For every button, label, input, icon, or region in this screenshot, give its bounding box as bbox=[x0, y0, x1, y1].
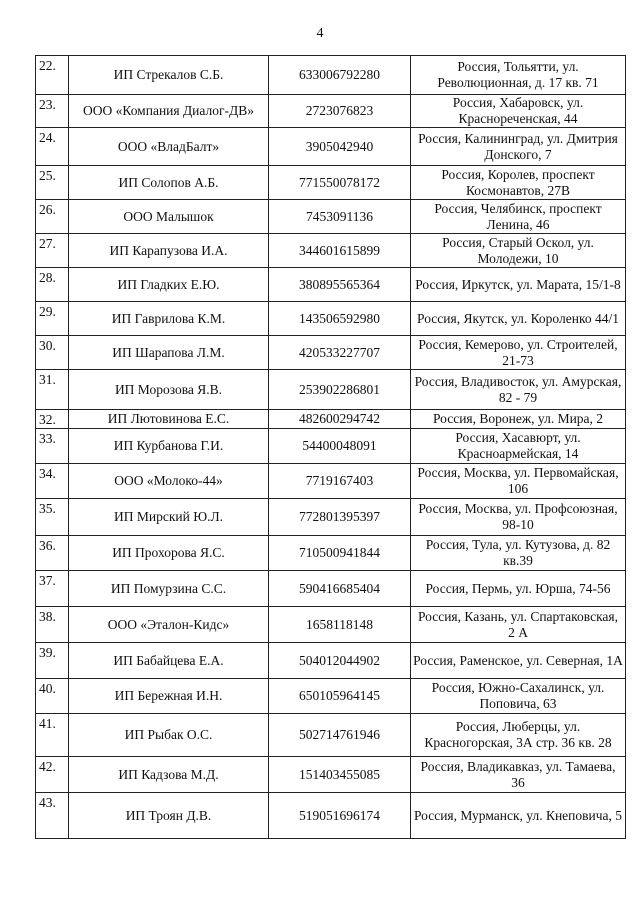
row-number: 34. bbox=[36, 464, 69, 499]
address: Россия, Южно-Сахалинск, ул. Поповича, 63 bbox=[411, 679, 626, 714]
company-name: ИП Карапузова И.А. bbox=[69, 234, 269, 268]
address: Россия, Якутск, ул. Короленко 44/1 bbox=[411, 302, 626, 336]
company-name: ИП Помурзина С.С. bbox=[69, 571, 269, 607]
company-name: ИП Лютовинова Е.С. bbox=[69, 410, 269, 429]
company-name: ООО «Молоко-44» bbox=[69, 464, 269, 499]
table-row bbox=[36, 128, 626, 166]
row-number: 33. bbox=[36, 429, 69, 464]
address: Россия, Челябинск, проспект Ленина, 46 bbox=[411, 200, 626, 234]
table-row bbox=[36, 336, 626, 370]
table-row bbox=[36, 95, 626, 128]
inn-value: 380895565364 bbox=[269, 268, 411, 302]
row-number: 27. bbox=[36, 234, 69, 268]
inn-value: 7719167403 bbox=[269, 464, 411, 499]
company-name: ООО Малышок bbox=[69, 200, 269, 234]
row-number: 42. bbox=[36, 757, 69, 793]
company-name: ИП Курбанова Г.И. bbox=[69, 429, 269, 464]
company-name: ИП Мирский Ю.Л. bbox=[69, 499, 269, 536]
company-name: ООО «Эталон-Кидс» bbox=[69, 607, 269, 643]
inn-value: 519051696174 bbox=[269, 793, 411, 839]
table-row bbox=[36, 643, 626, 679]
address: Россия, Владивосток, ул. Амурская, 82 - 79 bbox=[411, 370, 626, 410]
row-number: 28. bbox=[36, 268, 69, 302]
inn-value: 771550078172 bbox=[269, 166, 411, 200]
company-name: ИП Рыбак О.С. bbox=[69, 714, 269, 757]
table-row bbox=[36, 536, 626, 571]
company-name: ИП Стрекалов С.Б. bbox=[69, 56, 269, 95]
registry-table bbox=[35, 55, 626, 839]
address: Россия, Хабаровск, ул. Краснореченская, 44 bbox=[411, 95, 626, 128]
company-name: ИП Бережная И.Н. bbox=[69, 679, 269, 714]
company-name: ИП Солопов А.Б. bbox=[69, 166, 269, 200]
table-row bbox=[36, 571, 626, 607]
inn-value: 253902286801 bbox=[269, 370, 411, 410]
row-number: 32. bbox=[36, 410, 69, 429]
address: Россия, Иркутск, ул. Марата, 15/1-8 bbox=[411, 268, 626, 302]
address: Россия, Тула, ул. Кутузова, д. 82 кв.39 bbox=[411, 536, 626, 571]
table-row bbox=[36, 793, 626, 839]
company-name: ИП Бабайцева Е.А. bbox=[69, 643, 269, 679]
address: Россия, Москва, ул. Профсоюзная, 98-10 bbox=[411, 499, 626, 536]
address: Россия, Раменское, ул. Северная, 1А bbox=[411, 643, 626, 679]
address: Россия, Люберцы, ул. Красногорская, 3А стр. 36 кв. 28 bbox=[411, 714, 626, 757]
table-row bbox=[36, 464, 626, 499]
company-name: ООО «Компания Диалог-ДВ» bbox=[69, 95, 269, 128]
company-name: ИП Морозова Я.В. bbox=[69, 370, 269, 410]
table-row bbox=[36, 200, 626, 234]
table-row bbox=[36, 679, 626, 714]
table-row bbox=[36, 607, 626, 643]
inn-value: 420533227707 bbox=[269, 336, 411, 370]
row-number: 22. bbox=[36, 56, 69, 95]
row-number: 40. bbox=[36, 679, 69, 714]
row-number: 39. bbox=[36, 643, 69, 679]
row-number: 25. bbox=[36, 166, 69, 200]
row-number: 24. bbox=[36, 128, 69, 166]
table-row bbox=[36, 757, 626, 793]
inn-value: 3905042940 bbox=[269, 128, 411, 166]
row-number: 37. bbox=[36, 571, 69, 607]
row-number: 36. bbox=[36, 536, 69, 571]
address: Россия, Пермь, ул. Юрша, 74-56 bbox=[411, 571, 626, 607]
inn-value: 650105964145 bbox=[269, 679, 411, 714]
inn-value: 482600294742 bbox=[269, 410, 411, 429]
row-number: 31. bbox=[36, 370, 69, 410]
table-row bbox=[36, 714, 626, 757]
address: Россия, Кемерово, ул. Строителей, 21-73 bbox=[411, 336, 626, 370]
table-row bbox=[36, 56, 626, 95]
address: Россия, Королев, проспект Космонавтов, 27В bbox=[411, 166, 626, 200]
page-number: 4 bbox=[316, 26, 324, 41]
row-number: 43. bbox=[36, 793, 69, 839]
table-row bbox=[36, 410, 626, 429]
table-row bbox=[36, 429, 626, 464]
table-row bbox=[36, 268, 626, 302]
address: Россия, Мурманск, ул. Кнеповича, 5 bbox=[411, 793, 626, 839]
address: Россия, Владикавказ, ул. Тамаева, 36 bbox=[411, 757, 626, 793]
inn-value: 7453091136 bbox=[269, 200, 411, 234]
company-name: ООО «ВладБалт» bbox=[69, 128, 269, 166]
table-row bbox=[36, 234, 626, 268]
inn-value: 2723076823 bbox=[269, 95, 411, 128]
inn-value: 54400048091 bbox=[269, 429, 411, 464]
row-number: 26. bbox=[36, 200, 69, 234]
company-name: ИП Прохорова Я.С. bbox=[69, 536, 269, 571]
registry-table-body bbox=[36, 56, 626, 839]
inn-value: 502714761946 bbox=[269, 714, 411, 757]
company-name: ИП Гладких Е.Ю. bbox=[69, 268, 269, 302]
row-number: 38. bbox=[36, 607, 69, 643]
inn-value: 143506592980 bbox=[269, 302, 411, 336]
inn-value: 504012044902 bbox=[269, 643, 411, 679]
table-row bbox=[36, 302, 626, 336]
company-name: ИП Кадзова М.Д. bbox=[69, 757, 269, 793]
company-name: ИП Троян Д.В. bbox=[69, 793, 269, 839]
address: Россия, Калининград, ул. Дмитрия Донского, 7 bbox=[411, 128, 626, 166]
company-name: ИП Шарапова Л.М. bbox=[69, 336, 269, 370]
inn-value: 1658118148 bbox=[269, 607, 411, 643]
inn-value: 772801395397 bbox=[269, 499, 411, 536]
address: Россия, Казань, ул. Спартаковская, 2 А bbox=[411, 607, 626, 643]
table-row bbox=[36, 166, 626, 200]
inn-value: 151403455085 bbox=[269, 757, 411, 793]
row-number: 23. bbox=[36, 95, 69, 128]
row-number: 30. bbox=[36, 336, 69, 370]
address: Россия, Старый Оскол, ул. Молодежи, 10 bbox=[411, 234, 626, 268]
row-number: 41. bbox=[36, 714, 69, 757]
row-number: 29. bbox=[36, 302, 69, 336]
inn-value: 710500941844 bbox=[269, 536, 411, 571]
address: Россия, Тольятти, ул. Революционная, д. 17 кв. 71 bbox=[411, 56, 626, 95]
row-number: 35. bbox=[36, 499, 69, 536]
inn-value: 344601615899 bbox=[269, 234, 411, 268]
company-name: ИП Гаврилова К.М. bbox=[69, 302, 269, 336]
address: Россия, Хасавюрт, ул. Красноармейская, 14 bbox=[411, 429, 626, 464]
address: Россия, Москва, ул. Первомайская, 106 bbox=[411, 464, 626, 499]
table-row bbox=[36, 370, 626, 410]
inn-value: 590416685404 bbox=[269, 571, 411, 607]
inn-value: 633006792280 bbox=[269, 56, 411, 95]
address: Россия, Воронеж, ул. Мира, 2 bbox=[411, 410, 626, 429]
table-row bbox=[36, 499, 626, 536]
